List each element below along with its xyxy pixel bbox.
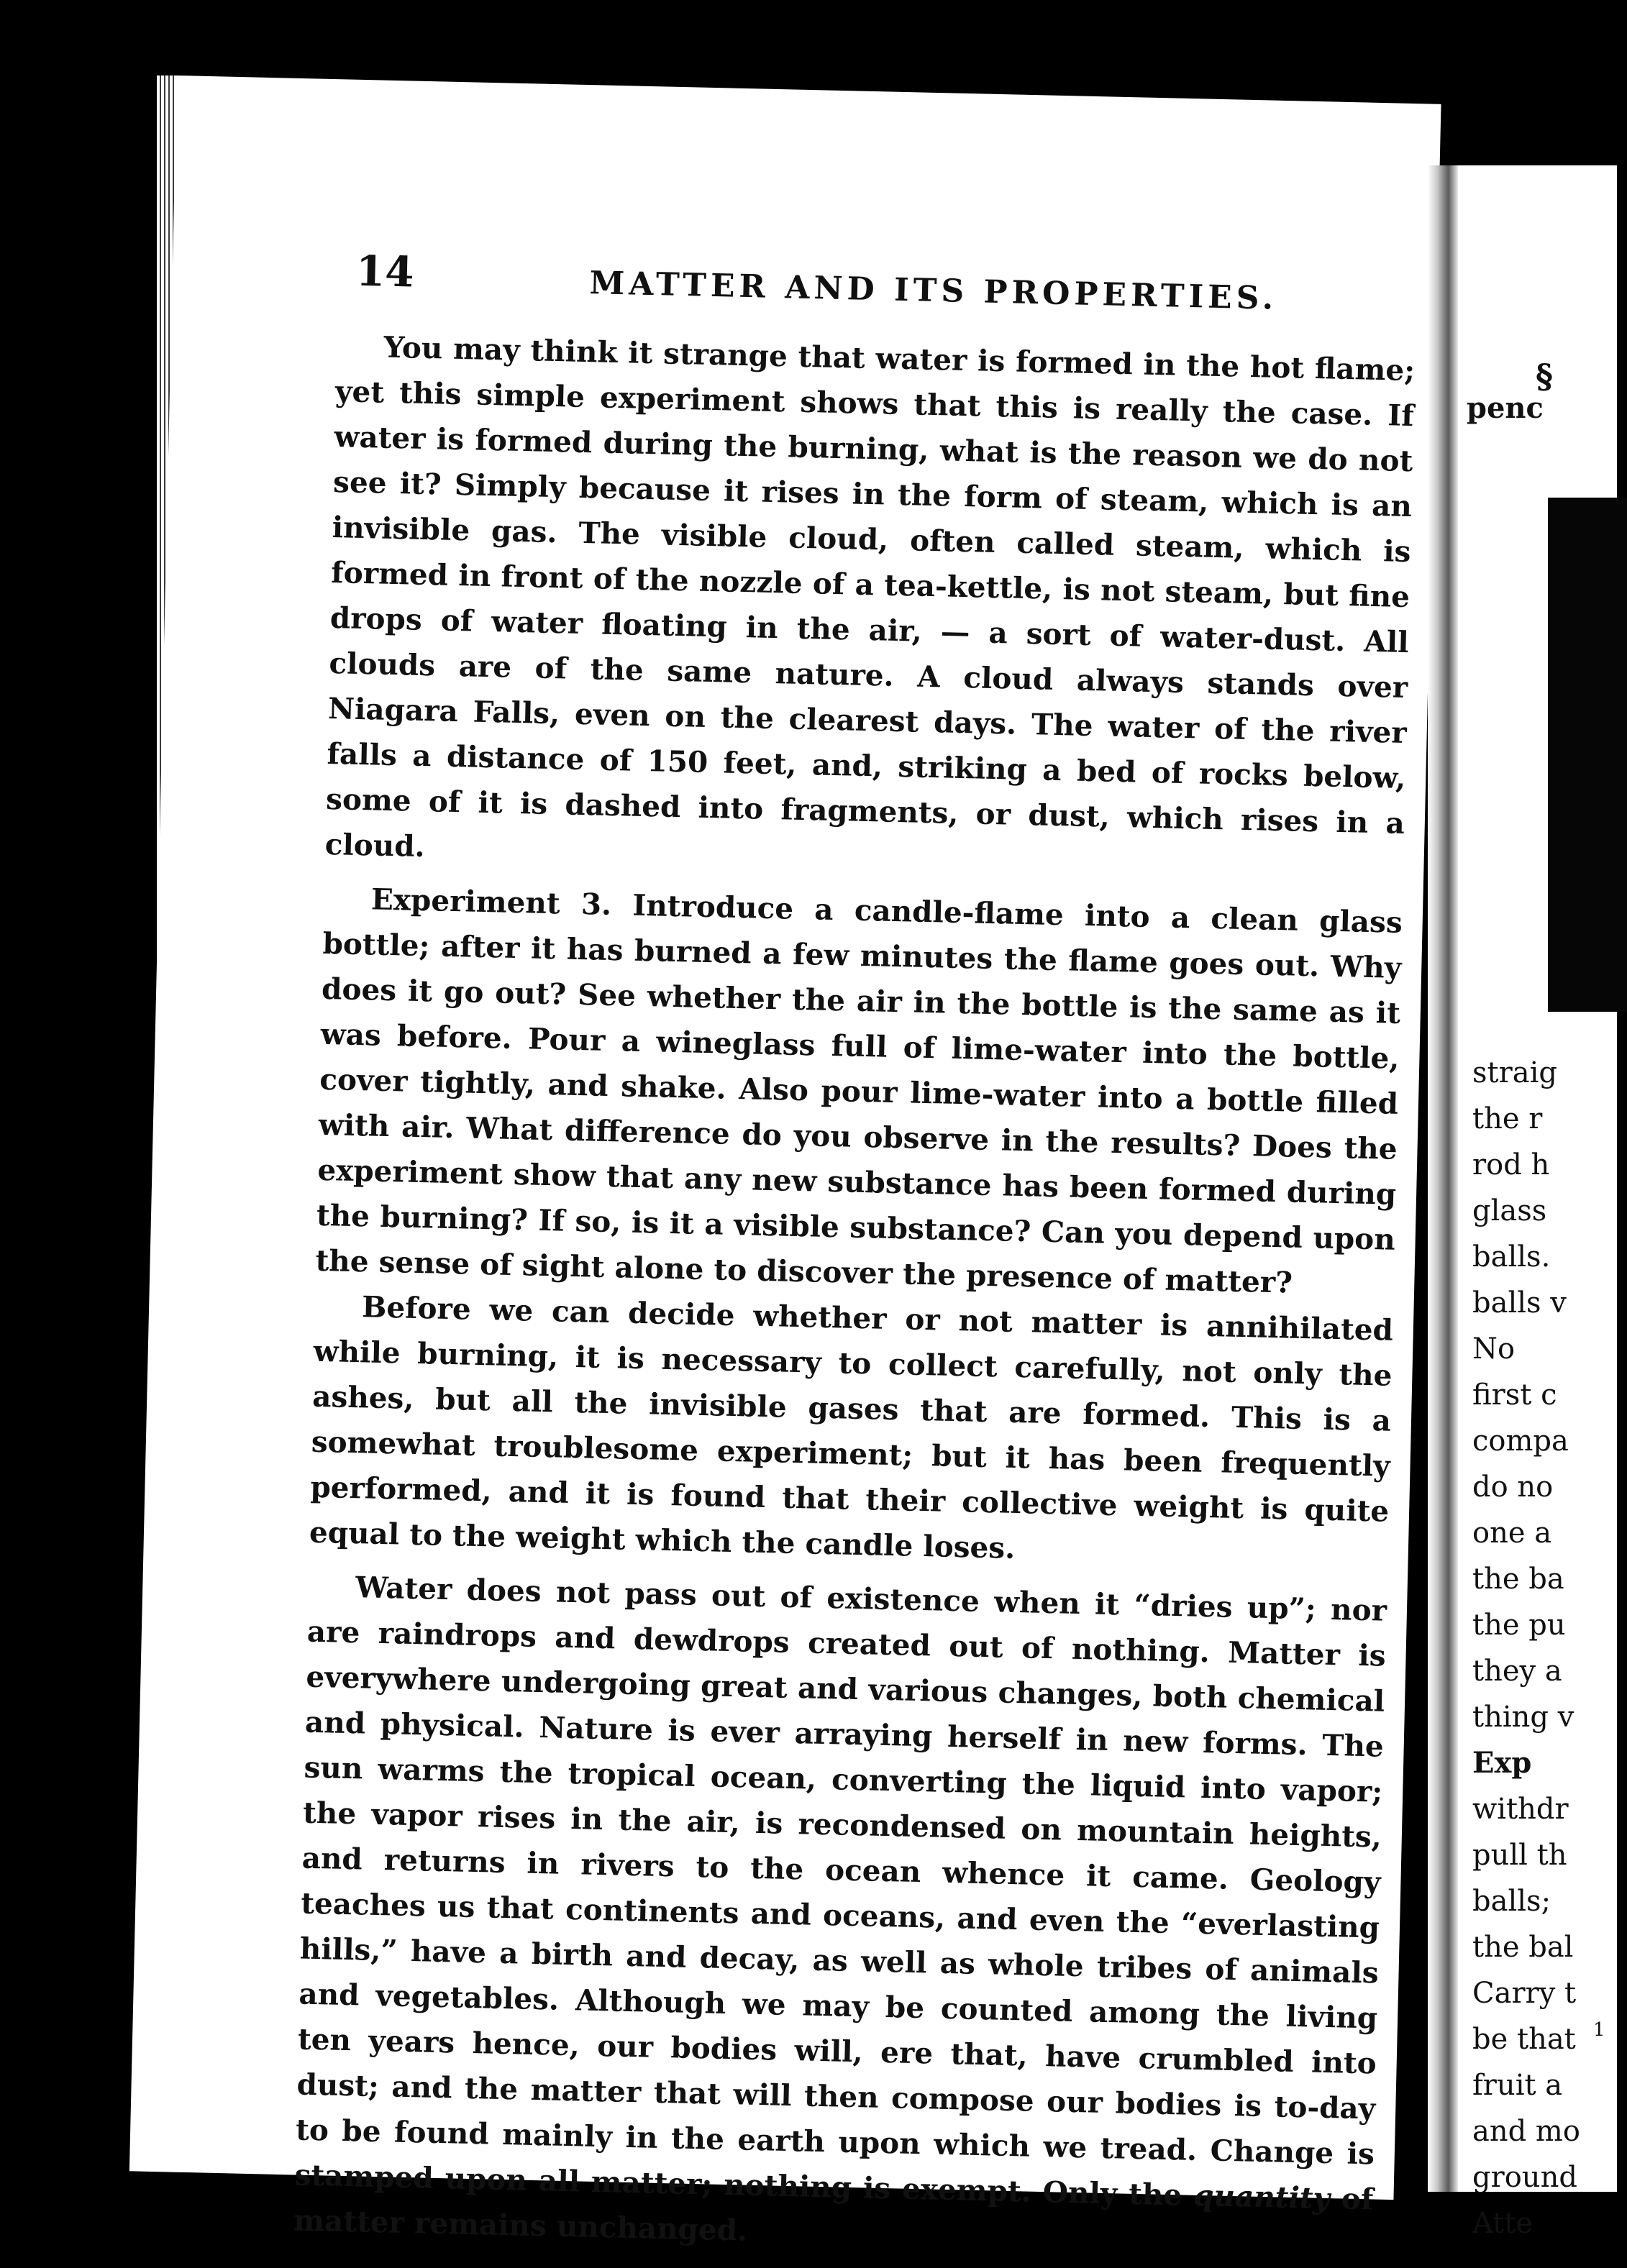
running-head: MATTER AND ITS PROPERTIES. [589, 265, 1278, 317]
emphasis-quantity: quantity [1193, 2177, 1331, 2216]
figure-illustration [1548, 498, 1627, 1012]
right-line: ground [1472, 2161, 1577, 2194]
page-number: 14 [355, 246, 415, 297]
paragraph-water-text: Water does not pass out of existence when it “dries up”; nor are raindrops and dewdrops created out of nothing. Matter is everywhere undergoing great and various changes, both chemical and physical. Nature is ever arraying herself in new forms. The sun warms the tropical ocean, converting the liquid into vapor; the vapor rises in the air, is recondensed on mountain heights, and returns in rivers to the ocean whence it came. Geology teaches us that continents and oceans, and even the “everlasting hills,” have a birth and decay, as well as whole tribes of animals and vegetables. Although we may be counted among the living ten years hence, our bodies will, ere that, have crumbled into dust; and the matter that will then compose our bodies is to-day to be found mainly in the earth upon which we tread. Change is stamped upon all matter; nothing is exempt. Only the [294, 1570, 1387, 2213]
book-gutter [1428, 165, 1459, 2192]
right-line: the bal [1472, 1931, 1574, 1964]
right-page-text [1472, 1050, 1580, 2246]
right-line: the pu [1472, 1609, 1566, 1642]
right-line: fruit a [1472, 2069, 1563, 2102]
right-page [1458, 165, 1617, 2240]
paragraph-water [293, 1564, 1387, 2268]
right-line: rod h [1472, 1148, 1550, 1181]
right-line: the r [1472, 1102, 1543, 1135]
right-line: one a [1472, 1517, 1552, 1550]
paragraph-water-formed: You may think it strange that water is formed in the hot flame; yet this simple experiment shows that this is really the case. If water is formed during the burning, what is the reason we do not see it? Simply because it rises in the form of steam, which is an invisible gas. The visible cloud, often called steam, which is formed in front of the nozzle of a tea-kettle, is not steam, but fine drops of water floating in the air, — a sort of water-dust. All clouds are of the same nature. A cloud always stands over Niagara Falls, even on the clearest days. The water of the river falls a distance of 150 feet, and, striking a bed of rocks below, some of it is dashed into fragments, or dust, which rises in a cloud. [324, 329, 1416, 864]
section-sign: § [1536, 357, 1554, 395]
right-line: No [1472, 1332, 1516, 1366]
right-line: balls v [1472, 1286, 1567, 1320]
right-line: do no [1472, 1471, 1554, 1504]
experiment-text: Introduce a candle-flame into a clean glass bottle; after it has burned a few minutes the flame goes out. Why does it go out? See whether the air in the bottle is the same as it was before. Pour a wineglass full of lime-water into the bottle, cover tightly, and shake. Also pour lime-water into a bottle filled with air. What difference do you observe in the results? Does the experiment show that any new substance has been formed during the burning? If so, is it a visible substance? Can you depend upon the sense of sight alone to discover the presence of matter? [315, 887, 1403, 1300]
experiment-paragraph [315, 876, 1403, 1308]
paragraph-water-end: of matter remains unchanged. [293, 2181, 1374, 2248]
right-line: first c [1472, 1378, 1557, 1412]
experiment-heading: Experiment 3. [370, 882, 612, 922]
body-text [293, 324, 1416, 2267]
right-line: they a [1472, 1655, 1562, 1688]
right-page-top-word: penc [1467, 391, 1544, 425]
footnote-ref: 1 [1593, 2019, 1605, 2041]
right-line: be that [1472, 2023, 1576, 2056]
right-line: pull th [1472, 1839, 1567, 1872]
right-line: and mo [1472, 2115, 1580, 2148]
right-line: the ba [1472, 1563, 1564, 1596]
right-line: Carry t [1472, 1977, 1577, 2010]
right-line: compa [1472, 1425, 1569, 1458]
right-line: balls. [1472, 1240, 1551, 1274]
right-line: balls; [1472, 1885, 1551, 1918]
right-line: straig [1472, 1056, 1557, 1089]
right-line: glass [1472, 1194, 1547, 1227]
right-line: Atte [1472, 2207, 1533, 2240]
left-page [129, 76, 1441, 2248]
right-line: thing v [1472, 1701, 1574, 1734]
paragraph-before: Before we can decide whether or not matter is annihilated while burning, it is necessary to collect carefully, not only the ashes, but all the invisible gases that are formed. This is a somewhat troublesome experiment; but it has been frequently performed, and it is found that their collective weight is quite equal to the weight which the candle loses. [309, 1289, 1394, 1565]
right-line: withdr [1472, 1793, 1569, 1826]
right-line: Exp [1472, 1746, 1532, 1780]
